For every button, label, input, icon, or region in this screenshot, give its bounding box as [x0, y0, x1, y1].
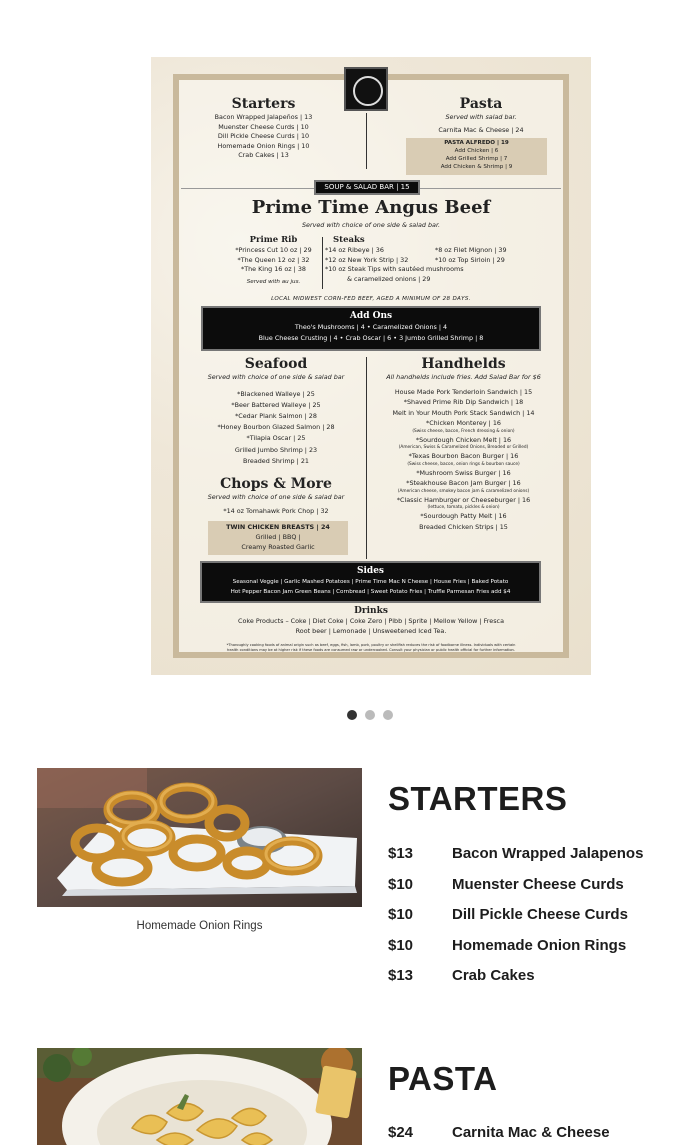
menu-starters-heading: Starters — [231, 96, 296, 112]
menu-starters — [191, 95, 336, 161]
menu-sides-line: Hot Pepper Bacon Jam Green Beans | Cornbread | Sweet Potato Fries | Truffle Parmesan Fries add $4 — [230, 589, 511, 595]
menu-prime-rib-item: *The Queen 12 oz | 32 — [237, 255, 310, 264]
menu-sides-box — [200, 561, 541, 603]
menu-handhelds — [371, 355, 556, 532]
item-name: Crab Cakes — [452, 967, 535, 984]
menu-chops-sub: Served with choice of one side & salad bar — [207, 493, 345, 501]
menu-handhelds-note: (American, Swiss & Caramelized Onions, Breaded or Grilled) — [398, 445, 529, 451]
menu-beef-sub: Served with choice of one side & salad bar. — [301, 221, 441, 229]
photo-caption: Homemade Onion Rings — [136, 920, 263, 932]
menu-addons-heading: Add Ons — [349, 311, 393, 321]
menu-drinks-line: Root beer | Lemonade | Unsweetened Iced Tea. — [295, 627, 447, 635]
menu-steaks-item: & caramelized onions | 29 — [347, 274, 431, 283]
menu-handhelds-item: *Steakhouse Bacon Jam Burger | 16 — [406, 479, 521, 488]
menu-starters-item: Crab Cakes | 13 — [238, 151, 289, 160]
menu-chicken-box-line: TWIN CHICKEN BREASTS | 24 — [226, 523, 330, 531]
menu-starters-item: Homemade Onion Rings | 10 — [217, 141, 310, 150]
menu-seafood-item: *Tilapia Oscar | 25 — [246, 434, 306, 443]
menu-handhelds-note: (Swiss cheese, bacon, French dressing & onion) — [412, 428, 515, 434]
menu-handhelds-note: (Swiss cheese, bacon, onion rings & bourbon sauce) — [407, 461, 520, 467]
menu-sides-line: Seasonal Veggie | Garlic Mashed Potatoes | Prime Time Mac N Cheese | House Fries | Baked Potato — [232, 579, 509, 585]
item-price: $13 — [388, 967, 414, 984]
onion-rings-photo — [37, 768, 362, 907]
menu-steaks-item: *12 oz New York Strip | 32 — [325, 255, 409, 264]
menu-steaks-item: *8 oz Filet Mignon | 39 — [435, 246, 507, 254]
menu-chops — [191, 475, 361, 516]
pasta-title: PASTA — [388, 1060, 498, 1097]
menu-handhelds-item: *Classic Hamburger or Cheeseburger | 16 — [396, 495, 531, 504]
menu-handhelds-note: (American cheese, smokey bacon jam & caramelized onions) — [397, 488, 530, 494]
menu-disclaimer: *Thoroughly cooking foods of animal origin such as beef, eggs, fish, lamb, pork, poultry or shellfish reduces the risk of foodborne illness. Individuals with certain health conditions may be at higher risk if these foods are consumed raw or undercooked. Consult your physician or public health official for further information. — [226, 643, 516, 652]
item-name: Bacon Wrapped Jalapenos — [452, 845, 644, 862]
carousel-dot-3[interactable] — [383, 710, 393, 720]
menu-handhelds-item: House Made Pork Tenderloin Sandwich | 15 — [394, 387, 533, 396]
list-item — [388, 876, 678, 898]
item-price: $10 — [388, 876, 414, 893]
list-item — [388, 967, 678, 989]
onion-rings-image — [37, 768, 362, 907]
menu-pasta-box-line: Add Grilled Shrimp | 7 — [445, 156, 508, 162]
list-item — [388, 845, 678, 867]
menu-pasta-sub: Served with salad bar. — [445, 113, 517, 121]
pasta-image — [37, 1048, 362, 1145]
carousel-dot-1[interactable] — [347, 710, 357, 720]
menu-handhelds-item: Breaded Chicken Strips | 15 — [419, 522, 508, 531]
restaurant-logo — [344, 67, 388, 111]
item-name: Muenster Cheese Curds — [452, 876, 624, 893]
item-price: $24 — [388, 1124, 414, 1141]
menu-seafood — [191, 355, 361, 467]
menu-seafood-item: *Blackened Walleye | 25 — [237, 389, 315, 398]
item-name: Dill Pickle Cheese Curds — [452, 906, 628, 923]
menu-handhelds-item: *Mushroom Swiss Burger | 16 — [416, 468, 511, 477]
menu-steaks-col2 — [435, 246, 535, 265]
menu-pasta-box-line: Add Chicken | 6 — [454, 148, 499, 154]
menu-chops-heading: Chops & More — [220, 476, 332, 492]
divider — [366, 357, 367, 559]
list-item — [388, 937, 678, 959]
divider — [322, 237, 323, 289]
menu-starters-item: Dill Pickle Cheese Curds | 10 — [217, 132, 310, 141]
menu-handhelds-item: *Texas Bourbon Bacon Burger | 16 — [408, 452, 519, 461]
menu-sides-heading: Sides — [356, 566, 384, 576]
menu-seafood-item: *Cedar Plank Salmon | 28 — [235, 412, 317, 420]
menu-seafood-item: Breaded Shrimp | 21 — [243, 456, 309, 465]
pasta-photo — [37, 1048, 362, 1145]
menu-soup-salad-bar: SOUP & SALAD BAR | 15 — [314, 180, 420, 195]
menu-handhelds-item: *Shaved Prime Rib Dip Sandwich | 18 — [403, 398, 524, 407]
menu-handhelds-item: Melt in Your Mouth Pork Stack Sandwich | 14 — [392, 408, 535, 417]
menu-seafood-item: Grilled Jumbo Shrimp | 23 — [234, 445, 318, 454]
menu-handhelds-item: *Chicken Monterey | 16 — [426, 419, 501, 428]
starters-title: STARTERS — [388, 780, 568, 817]
menu-addons-box — [201, 306, 541, 351]
menu-starters-item: Muenster Cheese Curds | 10 — [218, 122, 309, 131]
item-name: Carnita Mac & Cheese — [452, 1124, 610, 1141]
menu-steaks-item: *14 oz Ribeye | 36 — [325, 246, 384, 254]
menu-drinks-line: Coke Products – Coke | Diet Coke | Coke Zero | Pibb | Sprite | Mellow Yellow | Fresca — [238, 617, 504, 625]
menu-prime-rib-item: *The King 16 oz | 38 — [241, 265, 306, 274]
menu-image[interactable] — [151, 57, 591, 675]
menu-chicken-box — [208, 521, 348, 555]
menu-prime-rib-item: *Princess Cut 10 oz | 29 — [235, 246, 312, 254]
carousel-dots — [347, 710, 393, 720]
menu-addons-line: Theo's Mushrooms | 4 • Caramelized Onions | 4 — [294, 323, 448, 331]
menu-seafood-sub: Served with choice of one side & salad bar — [207, 373, 345, 381]
menu-chops-item: *14 oz Tomahawk Pork Chop | 32 — [223, 506, 329, 515]
divider — [366, 113, 367, 169]
menu-prime-rib-note: Served with au jus. — [246, 278, 301, 285]
menu-handhelds-item: *Sourdough Chicken Melt | 16 — [415, 435, 512, 444]
menu-pasta-box-line: PASTA ALFREDO | 19 — [444, 140, 509, 146]
menu-prime-rib-heading: Prime Rib — [249, 235, 298, 245]
menu-pasta-item: Carnita Mac & Cheese | 24 — [438, 125, 524, 134]
list-item — [388, 1124, 678, 1146]
menu-seafood-item: *Honey Bourbon Glazed Salmon | 28 — [217, 423, 335, 432]
list-item — [388, 906, 678, 928]
menu-handhelds-note: (lettuce, tomato, pickles & onion) — [427, 505, 500, 511]
menu-starters-item: Bacon Wrapped Jalapeños | 13 — [214, 113, 313, 121]
menu-chicken-box-line: Grilled | BBQ | — [255, 533, 301, 541]
menu-chicken-box-line: Creamy Roasted Garlic — [241, 543, 315, 551]
menu-handhelds-heading: Handhelds — [421, 356, 506, 372]
menu-handhelds-sub: All handhelds include fries. Add Salad Bar for $6 — [386, 373, 541, 381]
menu-steaks-item: *10 oz Top Sirloin | 29 — [435, 255, 505, 264]
menu-addons-line: Blue Cheese Crusting | 4 • Crab Oscar | 6 • 3 Jumbo Grilled Shrimp | 8 — [258, 334, 484, 342]
menu-seafood-heading: Seafood — [244, 356, 308, 372]
menu-steaks-item: *10 oz Steak Tips with sautéed mushrooms — [325, 265, 464, 274]
menu-beef-heading: Prime Time Angus Beef — [251, 197, 491, 218]
menu-prime-rib — [226, 235, 321, 286]
menu-pasta-heading: Pasta — [459, 96, 503, 112]
menu-drinks-heading: Drinks — [354, 606, 388, 616]
item-price: $13 — [388, 845, 414, 862]
menu-beef-note: LOCAL MIDWEST CORN-FED BEEF, AGED A MINIMUM OF 28 DAYS. — [271, 296, 471, 302]
menu-handhelds-item: *Sourdough Patty Melt | 16 — [420, 512, 507, 521]
menu-seafood-item: *Beer Battered Walleye | 25 — [231, 400, 321, 409]
menu-pasta-box-line: Add Chicken & Shrimp | 9 — [440, 164, 513, 170]
menu-steaks-heading: Steaks — [333, 235, 365, 245]
item-price: $10 — [388, 937, 414, 954]
item-name: Homemade Onion Rings — [452, 937, 627, 954]
menu-pasta-alfredo-box — [406, 138, 547, 175]
carousel-dot-2[interactable] — [365, 710, 375, 720]
item-price: $10 — [388, 906, 414, 923]
menu-pasta — [406, 95, 556, 135]
